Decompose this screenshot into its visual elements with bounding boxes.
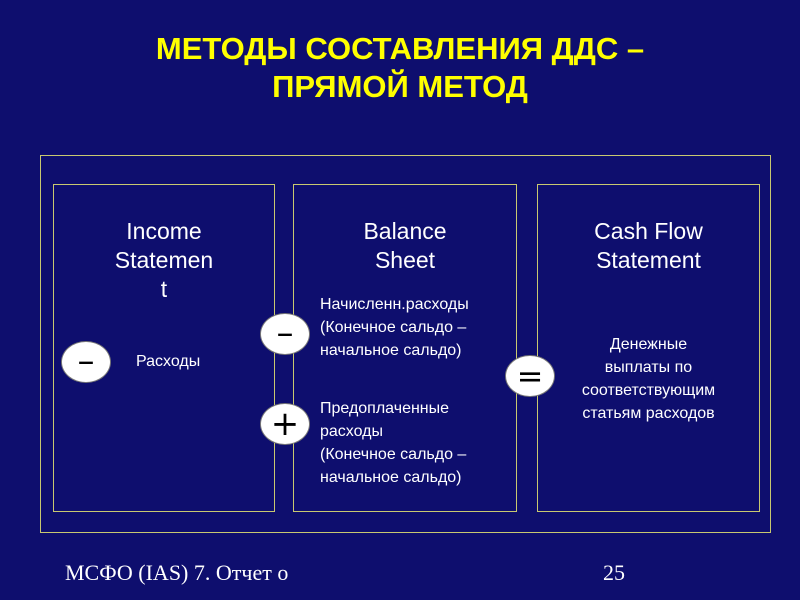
minus-operator-icon: – <box>260 313 310 355</box>
accrued-line: начальное сальдо) <box>320 342 462 359</box>
cash-flow-statement-title-line: Statement <box>596 247 701 273</box>
balance-sheet-title-line: Sheet <box>374 247 436 273</box>
cash-payments-line: Денежные <box>609 336 688 353</box>
prepaid-line: начальное сальдо) <box>320 469 462 486</box>
income-statement-title <box>54 217 274 304</box>
prepaid-line: (Конечное сальдо – <box>320 446 467 463</box>
income-statement-title-line: Statemen <box>114 247 214 273</box>
footer-source: МСФО (IAS) 7. Отчет о <box>65 560 289 585</box>
balance-sheet-title-line: Balance <box>363 218 447 244</box>
balance-sheet-title <box>294 217 516 275</box>
slide-title-line-2: ПРЯМОЙ МЕТОД <box>272 69 528 104</box>
income-statement-title-line: t <box>160 276 168 302</box>
equals-operator-icon: = <box>505 355 555 397</box>
accrued-expenses-text <box>320 293 469 362</box>
cash-flow-statement-panel <box>537 184 760 512</box>
expenses-label: Расходы <box>136 353 201 370</box>
minus-operator-icon: – <box>61 341 111 383</box>
cash-flow-statement-title <box>538 217 759 275</box>
prepaid-line: расходы <box>320 423 383 440</box>
plus-operator-icon: + <box>260 403 310 445</box>
balance-sheet-panel <box>293 184 517 512</box>
cash-payments-line: статьям расходов <box>582 405 715 422</box>
accrued-line: Начисленн.расходы <box>320 296 469 313</box>
slide-title <box>0 30 800 106</box>
cash-payments-text <box>538 333 759 425</box>
income-statement-title-line: Income <box>126 218 202 244</box>
cash-payments-line: выплаты по <box>604 359 693 376</box>
page-number: 25 <box>603 560 625 585</box>
cash-flow-statement-title-line: Cash Flow <box>594 218 703 244</box>
cash-payments-line: соответствующим <box>581 382 716 399</box>
accrued-line: (Конечное сальдо – <box>320 319 467 336</box>
prepaid-expenses-text <box>320 397 466 489</box>
slide-title-line-1: МЕТОДЫ СОСТАВЛЕНИЯ ДДС – <box>155 31 645 66</box>
prepaid-line: Предоплаченные <box>320 400 450 417</box>
